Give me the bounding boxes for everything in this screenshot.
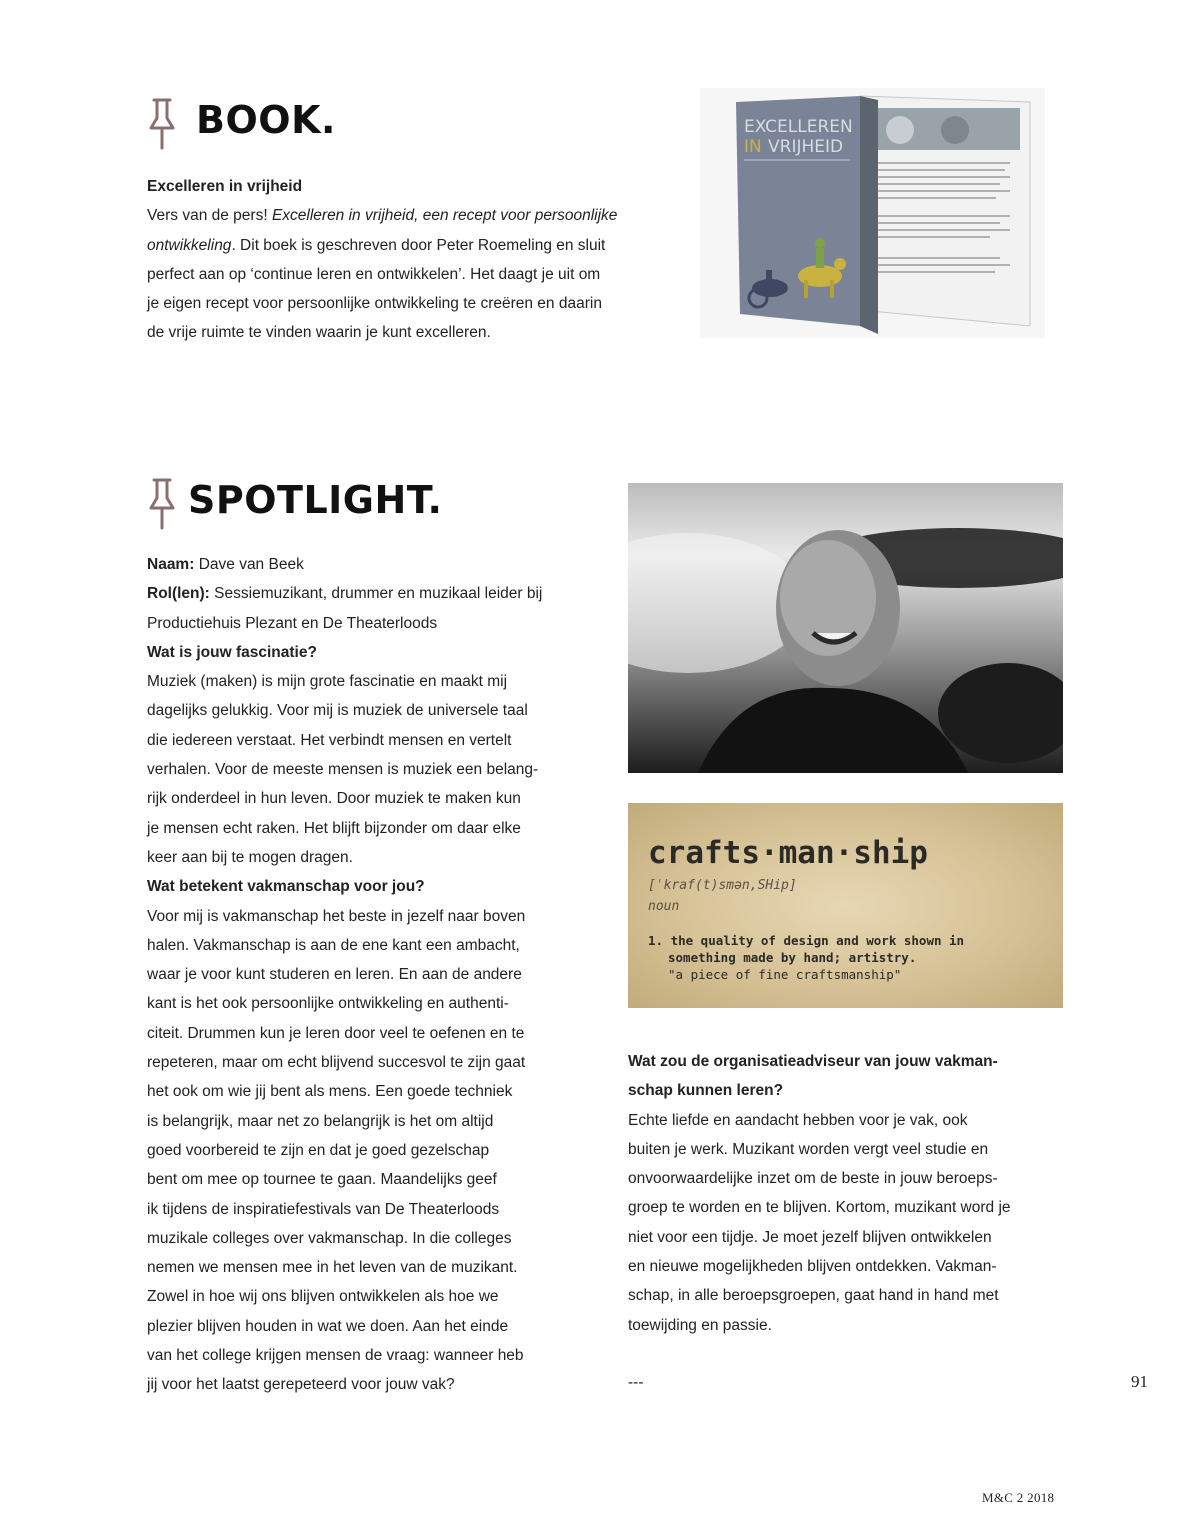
text-line: muzikale colleges over vakmanschap. In die colleges <box>147 1229 512 1247</box>
text-line: bent om mee op tournee te gaan. Maandelijks geef <box>147 1171 497 1189</box>
text-line: dagelijks gelukkig. Voor mij is muziek de universele taal <box>147 702 528 720</box>
text-line: verhalen. Voor de meeste mensen is muziek een belang- <box>147 761 539 779</box>
text-line: rijk onderdeel in hun leven. Door muziek te maken kun <box>147 790 521 808</box>
text-line: het ook om wie jij bent als mens. Een goede techniek <box>147 1083 513 1101</box>
pushpin-icon <box>146 478 178 530</box>
page-number: 91 <box>1131 1372 1148 1391</box>
text-line: niet voor een tijdje. Je moet jezelf blijven ontwikkelen <box>628 1228 992 1246</box>
text-line: goed voorbereid te zijn en dat je goed gezelschap <box>147 1141 490 1159</box>
craftsmanship-definition-image <box>628 803 1063 1008</box>
book-subtitle: Excelleren in vrijheid <box>147 178 303 195</box>
craft-def-3: "a piece of fine craftsmanship" <box>668 967 902 982</box>
text-line: Echte liefde en aandacht hebben voor je vak, ook <box>628 1111 968 1129</box>
text-line: groep te worden en te blijven. Kortom, muzikant word je <box>628 1199 1011 1217</box>
text-line: Muziek (maken) is mijn grote fascinatie en maakt mij <box>147 673 508 691</box>
text-line: keer aan bij te mogen dragen. <box>147 848 353 866</box>
craft-def-2: something made by hand; artistry. <box>668 950 917 965</box>
spotlight-right-column <box>628 1047 1068 1340</box>
text-line: nemen we mensen mee in het leven van de muzikant. <box>147 1259 518 1277</box>
text-line: Wat zou de organisatieadviseur van jouw vakman- <box>628 1053 998 1070</box>
text-line: Wat betekent vakmanschap voor jou? <box>147 878 425 896</box>
text-line: Naam: Dave van Beek <box>147 556 304 573</box>
text-line: onvoorwaardelijke inzet om de beste in jouw beroeps- <box>628 1170 998 1188</box>
book-text <box>147 172 677 348</box>
cover-title-1: EXCELLEREN <box>744 117 853 137</box>
cover-title-in: IN <box>744 137 762 157</box>
text-line: plezier blijven houden in wat we doen. Aan het einde <box>147 1317 509 1335</box>
text-line: schap, in alle beroepsgroepen, gaat hand in hand met <box>628 1287 999 1305</box>
text-line: waar je voor kunt studeren en leren. En aan de andere <box>147 966 522 984</box>
text-line: Wat is jouw fascinatie? <box>147 643 317 661</box>
text-line: Voor mij is vakmanschap het beste in jezelf naar boven <box>147 907 526 925</box>
portrait-photo <box>628 483 1063 773</box>
text-line: is belangrijk, maar net zo belangrijk is het om altijd <box>147 1112 494 1130</box>
text-line: halen. Vakmanschap is aan de ene kant een ambacht, <box>147 936 520 954</box>
text-line: schap kunnen leren? <box>628 1082 784 1100</box>
spotlight-left-column <box>147 550 597 1400</box>
craft-phonetic: [ˈkraf(t)smən,SHip] <box>648 878 797 893</box>
book-heading: BOOK. <box>196 98 336 142</box>
text-line: van het college krijgen mensen de vraag: wanneer heb <box>147 1347 524 1365</box>
text-line: Rol(len): Sessiemuzikant, drummer en muzikaal leider bij <box>147 585 543 603</box>
book-line: je eigen recept voor persoonlijke ontwikkeling te creëren en daarin <box>147 295 602 313</box>
text-line: buiten je werk. Muzikant worden vergt veel studie en <box>628 1140 989 1158</box>
book-cover-image <box>700 88 1045 338</box>
text-line: jij voor het laatst gerepeteerd voor jouw vak? <box>147 1376 455 1394</box>
pushpin-icon <box>146 98 178 150</box>
craft-word: crafts·man·ship <box>648 835 928 871</box>
craft-def-1: 1. the quality of design and work shown in <box>648 933 965 948</box>
book-line: de vrije ruimte te vinden waarin je kunt excelleren. <box>147 324 491 342</box>
book-line: perfect aan op ‘continue leren en ontwikkelen’. Het daagt je uit om <box>147 265 601 283</box>
text-line: toewijding en passie. <box>628 1316 772 1334</box>
text-line: ik tijdens de inspiratiefestivals van De Theaterloods <box>147 1200 500 1218</box>
end-mark: --- <box>628 1374 644 1391</box>
text-line: Productiehuis Plezant en De Theaterloods <box>147 614 438 632</box>
craft-pos: noun <box>648 899 680 914</box>
spotlight-heading: SPOTLIGHT. <box>188 478 443 522</box>
text-line: repeteren, maar om echt blijvend succesvol te zijn gaat <box>147 1054 526 1072</box>
text-line: Zowel in hoe wij ons blijven ontwikkelen als hoe we <box>147 1288 499 1306</box>
book-line: ontwikkeling. Dit boek is geschreven door Peter Roemeling en sluit <box>147 236 606 254</box>
book-line: Vers van de pers! Excelleren in vrijheid, een recept voor persoonlijke <box>147 207 618 225</box>
page-footer: M&C 2 2018 <box>982 1490 1055 1505</box>
text-line: die iedereen verstaat. Het verbindt mensen en vertelt <box>147 731 512 749</box>
text-line: je mensen echt raken. Het blijft bijzonder om daar elke <box>147 819 521 837</box>
text-line: en nieuwe mogelijkheden blijven ontdekken. Vakman- <box>628 1258 997 1276</box>
cover-title-2: VRIJHEID <box>768 137 844 157</box>
text-line: citeit. Drummen kun je leren door veel te oefenen en te <box>147 1024 525 1042</box>
text-line: kant is het ook persoonlijke ontwikkeling en authenti- <box>147 995 509 1013</box>
